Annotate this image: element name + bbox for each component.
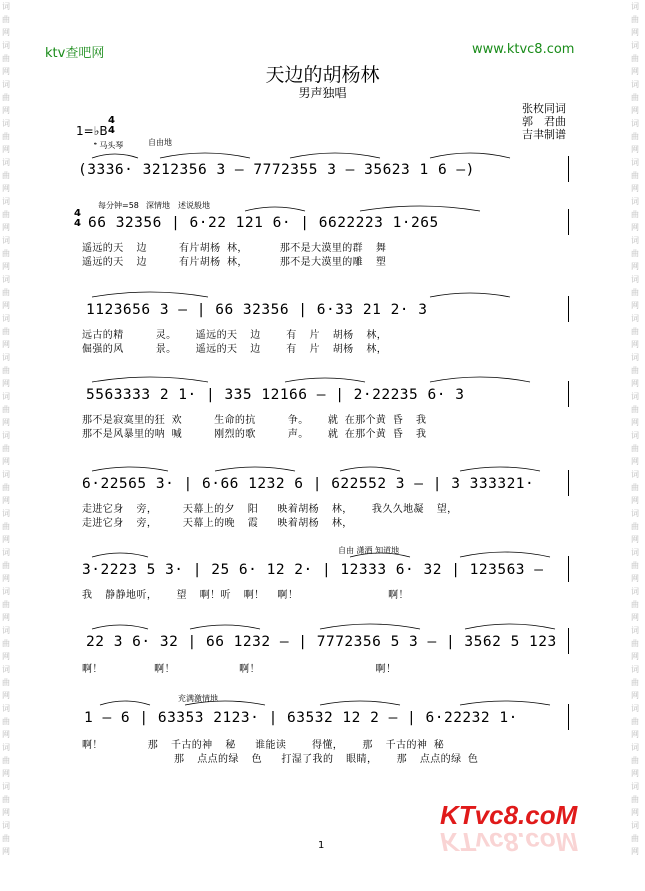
slur <box>350 553 410 557</box>
watermark-right: 词曲网词曲网词曲网词曲网词曲网词曲网词曲网词曲网词曲网词曲网词曲网词曲网词曲网词曲网词曲网词曲网词曲网词曲网词曲网词曲网词曲网词曲网 <box>631 2 639 856</box>
page-number: 1 <box>318 840 325 851</box>
style-mark: 述说般地 <box>178 201 210 210</box>
slur <box>92 553 148 557</box>
slur <box>92 625 148 629</box>
slur <box>92 377 208 382</box>
lyric-verse-1: 走进它身 旁， 天幕上的夕 阳 映着胡杨 林， 我久久地凝 望， <box>82 504 458 515</box>
slur <box>245 207 305 211</box>
notation-line: 6·22565 3· | 6·66 1232 6 | 622552 3 — | 3 333321· <box>82 476 535 492</box>
lyric-verse-1: 那不是寂寞里的狂 欢 生命的抗 争。 就 在那个黄 昏 我 <box>82 415 427 426</box>
slur <box>92 292 208 297</box>
slur <box>460 552 550 557</box>
time-signature-inline: 4 4 <box>74 208 81 229</box>
lyric-verse-2: 走进它身 旁， 天幕上的晚 霞 映着胡杨 林， <box>82 518 353 529</box>
lyric-verse-1: 啊！ 啊！ 啊！ 啊！ <box>82 664 397 675</box>
key-signature: 1=♭B <box>76 124 108 138</box>
notation-line: 5563333 2 1· | 335 12166 — | 2·22235 6· 3 <box>86 387 465 403</box>
slur <box>160 153 250 158</box>
lyric-verse-1: 啊！ 那 千古的神 秘 谁能读 得懂， 那 千古的神 秘 <box>82 740 445 751</box>
slur <box>320 624 420 629</box>
notation-line: 3·2223 5 3· | 25 6· 12 2· | 12333 6· 32 | 123563 — <box>82 562 544 578</box>
mood-mark: 深情地 <box>146 201 170 210</box>
site-url-right[interactable]: www.ktvc8.com <box>472 42 575 57</box>
tempo-mark: 每分钟=58 <box>98 201 139 210</box>
slur <box>465 624 555 629</box>
slur <box>290 153 380 158</box>
passion-mark: 充满激情地 <box>178 694 218 703</box>
intro-tempo-label: 自由地 <box>148 138 172 147</box>
arranger-credit: 吉聿制谱 <box>522 128 566 141</box>
site-name-left[interactable]: ktv查吧网 <box>45 46 105 61</box>
site-logo-reflection: KTvc8.coM <box>440 827 578 857</box>
free-mark: 自由 潇洒 知道地 <box>338 546 400 555</box>
notation-line: 1123656 3 — | 66 32356 | 6·33 21 2· 3 <box>86 302 428 318</box>
lyric-verse-1: 遥远的天 边 有片胡杨 林， 那不是大漠里的群 舞 <box>82 243 387 254</box>
slur <box>100 701 150 705</box>
time-signature: 4 4 <box>108 115 115 136</box>
lyricist-credit: 张枚同词 <box>522 102 566 115</box>
site-logo[interactable]: KTvc8.coM <box>440 800 578 830</box>
slur <box>285 378 365 382</box>
notation-line: 1 — 6 | 63353 2123· | 63532 12 2 — | 6·22232 1· <box>84 710 518 726</box>
notation-line: 66 32356 | 6·22 121 6· | 6622223 1·265 <box>88 215 439 231</box>
slur <box>460 467 540 471</box>
lyric-verse-2: 那 点点的绿 色 打湿了我的 眼睛， 那 点点的绿 色 <box>174 754 479 765</box>
lyric-verse-1: 我 静静地听， 望 啊！听 啊！ 啊！ 啊！ <box>82 590 409 601</box>
slur <box>215 467 295 471</box>
watermark-left: 词曲网词曲网词曲网词曲网词曲网词曲网词曲网词曲网词曲网词曲网词曲网词曲网词曲网词曲网词曲网词曲网词曲网词曲网词曲网词曲网词曲网词曲网 <box>2 2 10 856</box>
lyric-verse-1: 远古的精 灵。 遥远的天 边 有 片 胡杨 林， <box>82 330 388 341</box>
slur <box>360 206 480 211</box>
instrument-label: 𝄌 马头琴 <box>94 141 124 150</box>
lyric-verse-2: 那不是风暴里的呐 喊 刚烈的歌 声。 就 在那个黄 昏 我 <box>82 429 427 440</box>
slur <box>185 701 265 705</box>
composer-credit: 郭 君曲 <box>522 115 566 128</box>
song-subtitle: 男声独唱 <box>298 86 347 100</box>
slur <box>92 154 138 158</box>
lyric-verse-2: 遥远的天 边 有片胡杨 林， 那不是大漠里的雕 塑 <box>82 257 387 268</box>
slur <box>430 153 510 158</box>
notation-line: (3336· 3212356 3 — 7772355 3 — 35623 1 6 —) <box>78 162 475 178</box>
song-title: 天边的胡杨林 <box>265 64 380 86</box>
slur <box>320 701 400 705</box>
slur <box>460 701 550 705</box>
slur <box>340 467 400 471</box>
slur <box>430 293 510 297</box>
notation-line: 22 3 6· 32 | 66 1232 — | 7772356 5 3 — | 3562 5 123 <box>86 634 557 650</box>
slur <box>430 377 530 382</box>
lyric-verse-2: 倔强的风 景。 遥远的天 边 有 片 胡杨 林， <box>82 344 388 355</box>
slur <box>92 467 168 471</box>
slur <box>190 625 260 629</box>
